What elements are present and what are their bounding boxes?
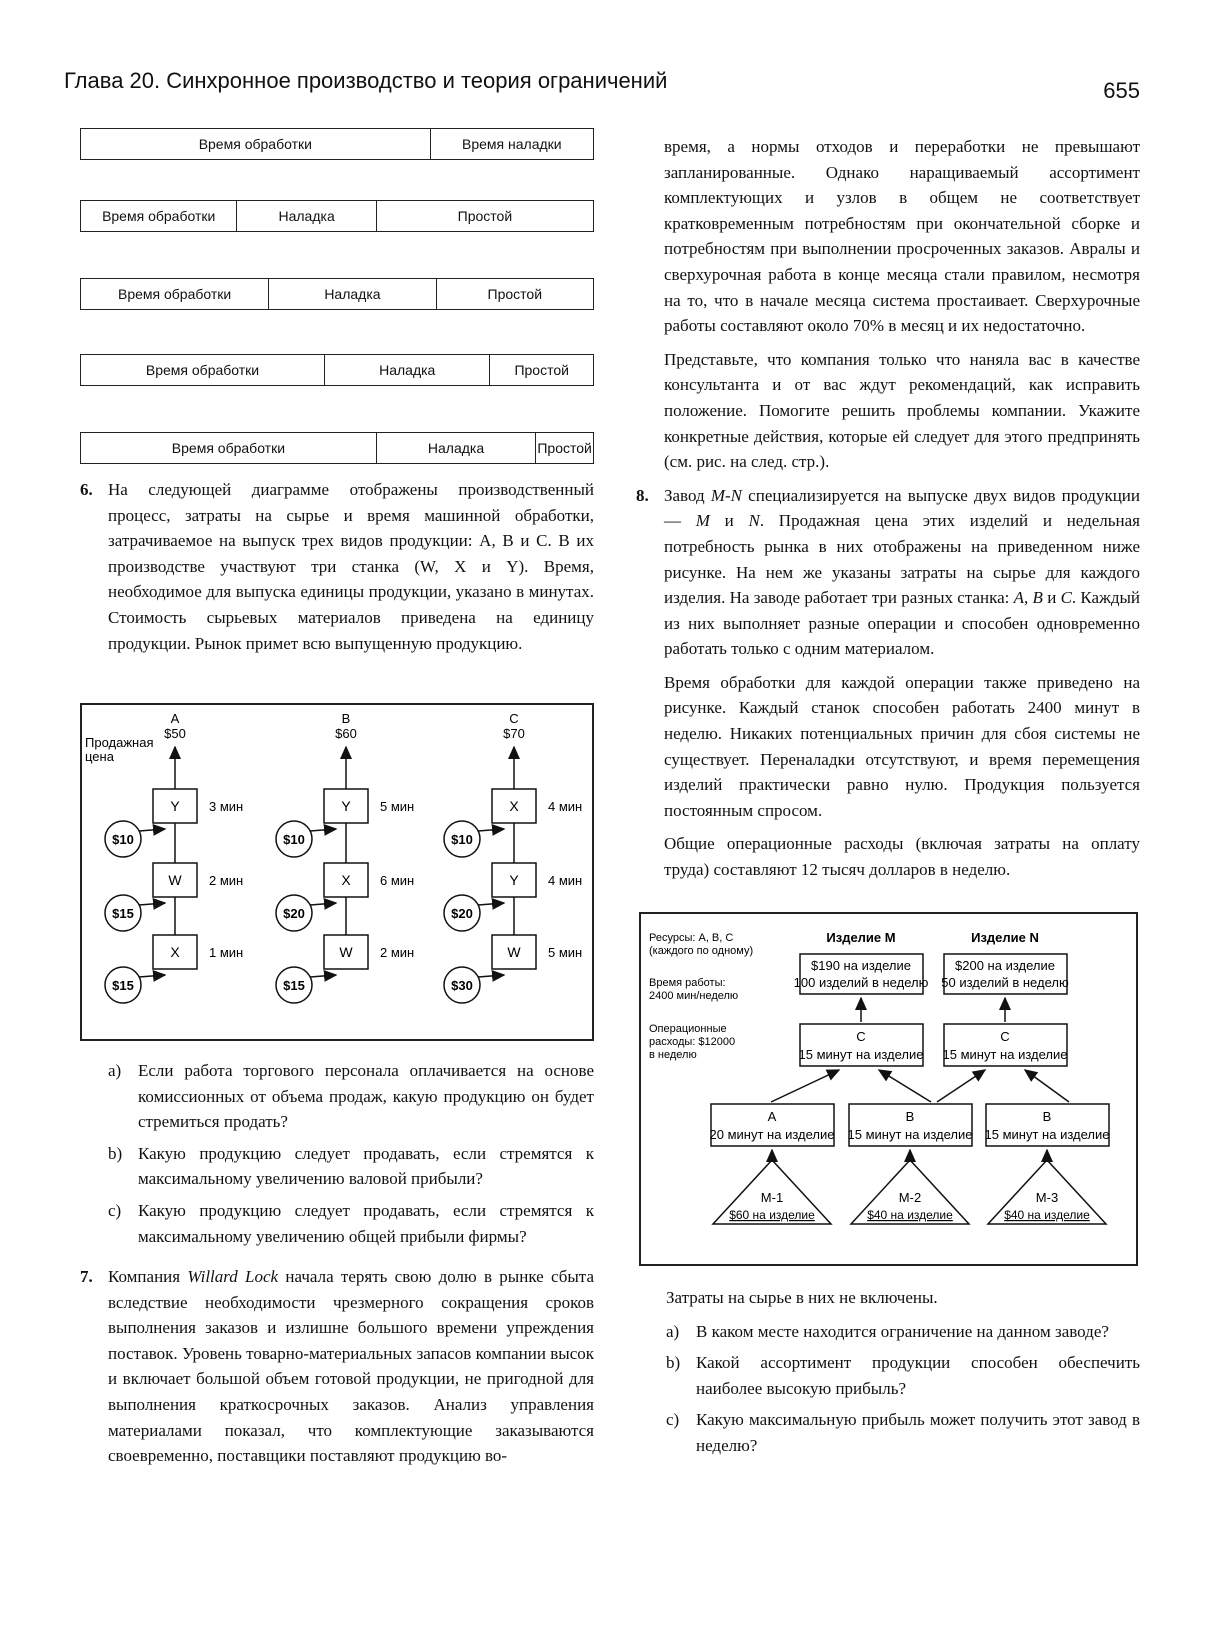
question-8-a: a) В каком месте находится ограничение на данном заводе? xyxy=(666,1321,1109,1341)
question-8: 8. Завод M-N специализируется на выпуске двух видов продукции — M и N. Продажная цена этих изделий и недельная потребность рынка в них отображены на приведенном ниже рисунке. На нем же указаны затраты на сырье для каждого изделия. На заводе работает три разных станка: A, B и C. Каждый из них выполняет разные операции и способен одновременно работать только с одним материалом. xyxy=(636,483,1140,662)
product-name: C xyxy=(509,711,519,726)
machine-time: 4 мин xyxy=(548,873,583,888)
material-name: M-1 xyxy=(760,1190,784,1205)
time-bar-segment: Время обработки xyxy=(171,440,286,456)
machine-label: B xyxy=(905,1109,915,1124)
time-bar-segment: Время обработки xyxy=(145,362,260,378)
product-name: B xyxy=(341,711,351,726)
machine-time: 1 мин xyxy=(209,945,244,960)
time-bar xyxy=(80,354,594,386)
product-n-title: Изделие N xyxy=(971,930,1039,945)
material-cost: $30 xyxy=(451,978,473,993)
machine-time: 5 мин xyxy=(548,945,583,960)
product-m-price: $190 на изделие xyxy=(811,958,911,973)
machine-label: B xyxy=(1042,1109,1052,1124)
work-time-label: Время работы: xyxy=(649,977,726,989)
arrow xyxy=(310,829,336,831)
material-cost: $20 xyxy=(451,906,473,921)
material-cost: $40 на изделие xyxy=(867,1208,953,1222)
time-bar-segment: Простой xyxy=(436,279,593,309)
arrow xyxy=(478,975,504,977)
machine-time: 4 мин xyxy=(548,799,583,814)
material-name: M-3 xyxy=(1035,1190,1059,1205)
product-name: A xyxy=(170,711,180,726)
question-number: 6. xyxy=(80,480,93,499)
price-label: цена xyxy=(85,749,114,764)
left-column-bottom xyxy=(80,1264,594,1477)
time-bar-segment: Время обработки xyxy=(198,136,312,152)
resources-label: Ресурсы: A, B, C xyxy=(649,932,734,944)
production-diagram xyxy=(80,703,594,1041)
question-number: 8. xyxy=(636,485,649,505)
machine-label: W xyxy=(507,944,521,960)
time-bar-segment: Время наладки xyxy=(430,129,593,159)
plant-diagram xyxy=(639,912,1138,1266)
paragraph: Время обработки для каждой операции также приведено на рисунке. Каждый станок способен работать 2400 минут в неделю. Никаких потенциальных причин для сбоя системы не существует. Переналадки отсутствуют, и время перемещения изделий практически равно нулю. Продукция пользуется постоянным спросом. xyxy=(664,672,1140,820)
time-bar-segment: Время обработки xyxy=(102,208,216,224)
machine-time: 15 минут на изделие xyxy=(847,1127,973,1142)
material-cost: $15 xyxy=(283,978,305,993)
material-cost: $60 на изделие xyxy=(729,1208,815,1222)
material-cost: $10 xyxy=(283,832,305,847)
opex-period: в неделю xyxy=(649,1049,697,1061)
arrow xyxy=(879,1070,931,1102)
machine-label: X xyxy=(170,944,180,960)
production-diagram-svg xyxy=(82,705,592,1039)
arrow xyxy=(478,829,504,831)
machine-time: 6 мин xyxy=(380,873,415,888)
material-cost: $10 xyxy=(112,832,134,847)
opex-value: расходы: $12000 xyxy=(649,1036,736,1048)
material-cost: $15 xyxy=(112,906,134,921)
material-cost: $20 xyxy=(283,906,305,921)
time-bar-segment: Наладка xyxy=(268,279,435,309)
material-cost: $10 xyxy=(451,832,473,847)
arrow xyxy=(771,1070,839,1102)
machine-label: A xyxy=(767,1109,777,1124)
question-6 xyxy=(80,477,594,656)
paragraph: Представьте, что компания только что наняла вас в качестве консультанта и от вас ждут рекомендаций, как исправить положение. Помогите решить проблемы компании. Укажите конкретные действия, которые ей следует для этого предпринять (см. рис. на след. стр.). xyxy=(664,349,1140,472)
paragraph: Общие операционные расходы (включая затраты на оплату труда) составляют 12 тысяч долларов в неделю. xyxy=(664,834,1140,880)
plant-diagram-svg xyxy=(641,914,1136,1264)
paragraph: время, а нормы отходов и переработки не превышают запланированные. Однако наращиваемый ассортимент комплектующих и узлов в общем не соответствует кратковременным потребностям при окончательной сборке и потребностям при выполнении просроченных заказов. Авралы и сверхурочная работа в конце месяца стали правилом, несмотря на то, что в начале месяца система простаивает. Сверхурочные работы составляют около 70% в месяц и их недостаточно. xyxy=(664,137,1140,336)
machine-label: W xyxy=(339,944,353,960)
opex-label: Операционные xyxy=(649,1023,727,1035)
arrow xyxy=(937,1070,985,1102)
question-7: 7. Компания Willard Lock начала терять свою долю в рынке сбыта вследствие необходимости чрезмерного сокращения сроков выполнения заказов и излишне большого времени упреждения поставок. Уровень товарно-материальных запасов компании высок и включает большой объем готовой продукции, не пригодной для выполнения краткосрочных заказов. Анализ управления материалами показал, что комплектующие заказываются своевременно, поставщики поставляют продукцию во- xyxy=(80,1264,594,1469)
arrow xyxy=(139,975,165,977)
machine-label: Y xyxy=(509,872,519,888)
question-6-c: c) Какую продукцию следует продавать, если стремятся к максимальному увеличению общей прибыли фирмы? xyxy=(108,1200,594,1246)
page-number: 655 xyxy=(1103,78,1140,103)
right-column-top xyxy=(636,134,1141,891)
material-name: M-2 xyxy=(898,1190,922,1205)
material-cost: $40 на изделие xyxy=(1004,1208,1090,1222)
machine-time: 2 мин xyxy=(380,945,415,960)
machine-time: 15 минут на изделие xyxy=(798,1047,924,1062)
machine-label: C xyxy=(856,1029,866,1044)
machine-label: X xyxy=(341,872,351,888)
right-column-bottom xyxy=(666,1285,1140,1465)
time-bar-segment: Время обработки xyxy=(118,286,232,302)
time-bar xyxy=(80,128,594,160)
question-6-subitems xyxy=(108,1058,594,1255)
machine-time: 2 мин xyxy=(209,873,244,888)
work-time-value: 2400 мин/неделю xyxy=(649,990,739,1002)
question-8-c: c) Какую максимальную прибыль может получить этот завод в неделю? xyxy=(666,1410,1140,1455)
time-bar-segment: Простой xyxy=(489,355,593,385)
question-6-text: На следующей диаграмме отображены производственный процесс, затраты на сырье и время машинной обработки, затрачиваемое на выпуск трех видов продукции: A, B и C. В их производстве участвуют три станка (W, X и Y). Время, необходимое для выпуска единицы продукции, указано в минутах. Стоимость сырьевых материалов приведена на единицу продукции. Рынок примет всю выпущенную продукцию. xyxy=(108,480,594,653)
machine-label: C xyxy=(1000,1029,1010,1044)
product-n-demand: 50 изделий в неделю xyxy=(941,975,1069,990)
question-8-b: b) Какой ассортимент продукции способен обеспечить наиболее высокую прибыль? xyxy=(666,1353,1140,1398)
arrow xyxy=(310,903,336,905)
time-bar xyxy=(80,200,594,232)
chapter-header: Глава 20. Синхронное производство и теория ограничений xyxy=(64,68,668,93)
time-bar-segment: Простой xyxy=(376,201,593,231)
machine-time: 15 минут на изделие xyxy=(984,1127,1110,1142)
paragraph: Затраты на сырье в них не включены. xyxy=(666,1288,938,1307)
time-bar xyxy=(80,432,594,464)
arrow xyxy=(1025,1070,1069,1102)
product-price: $60 xyxy=(335,726,357,741)
time-bar-segment: Наладка xyxy=(324,355,489,385)
machine-time: 20 минут на изделие xyxy=(709,1127,835,1142)
product-m-demand: 100 изделий в неделю xyxy=(793,975,929,990)
machine-label: W xyxy=(168,872,182,888)
product-m-title: Изделие M xyxy=(826,930,896,945)
arrow xyxy=(139,903,165,905)
time-bar-segment: Наладка xyxy=(376,433,535,463)
machine-label: Y xyxy=(341,798,351,814)
time-bar-segment: Наладка xyxy=(236,201,375,231)
question-6-a: a) Если работа торгового персонала оплачивается на основе комиссионных от объема продаж, какую продукцию он будет стремиться продать? xyxy=(108,1061,594,1132)
material-cost: $15 xyxy=(112,978,134,993)
company-name: Willard Lock xyxy=(187,1267,279,1286)
product-n-price: $200 на изделие xyxy=(955,958,1055,973)
arrow xyxy=(310,975,336,977)
arrow xyxy=(478,903,504,905)
question-number: 7. xyxy=(80,1267,93,1286)
arrow xyxy=(139,829,165,831)
resources-sublabel: (каждого по одному) xyxy=(649,945,754,957)
time-bar-segment: Простой xyxy=(535,433,593,463)
machine-label: Y xyxy=(170,798,180,814)
price-label: Продажная xyxy=(85,735,154,750)
question-6-b: b) Какую продукцию следует продавать, если стремятся к максимальному увеличению валовой прибыли? xyxy=(108,1143,594,1189)
machine-time: 3 мин xyxy=(209,799,244,814)
machine-time: 15 минут на изделие xyxy=(942,1047,1068,1062)
machine-time: 5 мин xyxy=(380,799,415,814)
left-column-top xyxy=(80,477,594,664)
time-bar xyxy=(80,278,594,310)
product-price: $50 xyxy=(164,726,186,741)
machine-label: X xyxy=(509,798,519,814)
product-price: $70 xyxy=(503,726,525,741)
